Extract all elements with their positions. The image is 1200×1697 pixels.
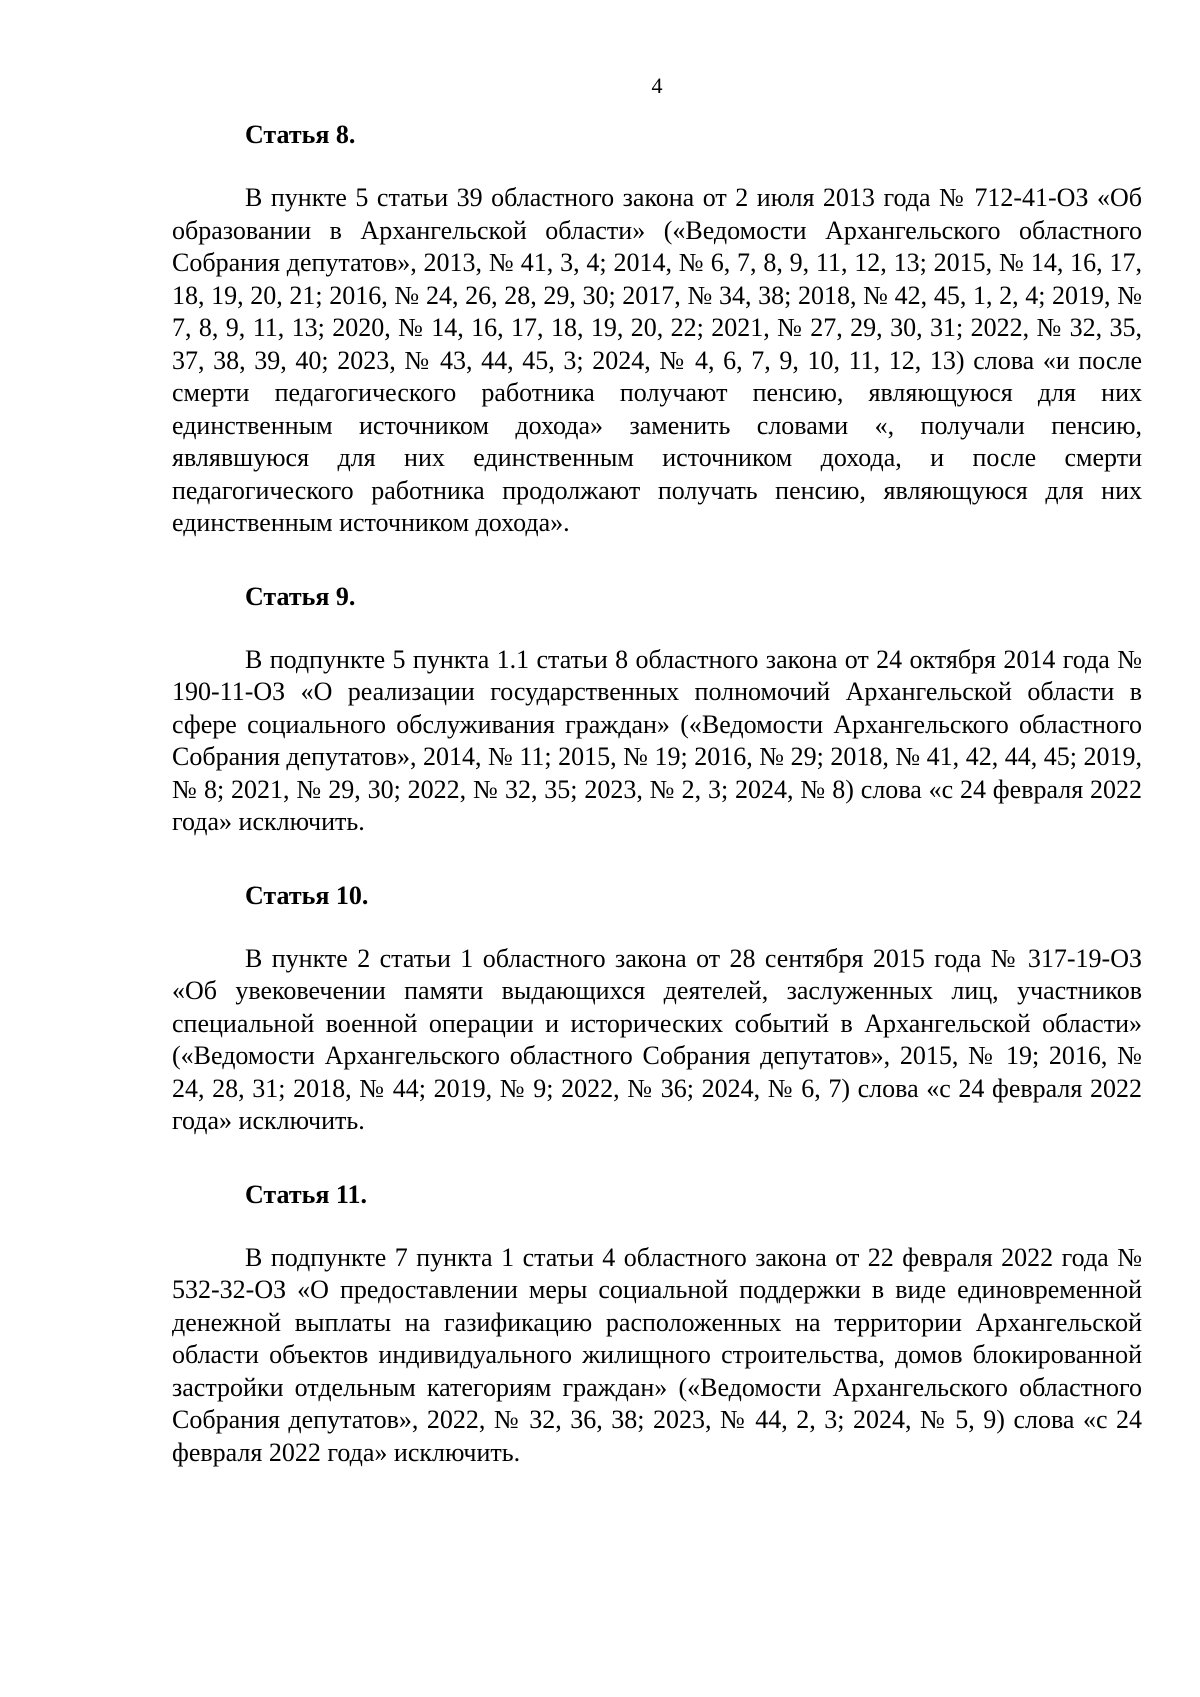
article-text: В пункте 5 статьи 39 областного закона от 2 июля 2013 года № 712-41-ОЗ «Об образовании в Архангельской области» («Ведомости Архангельского областного Собрания депутатов», 2013, № 41, 3, 4; 2014, № 6, 7, 8, 9, 11, 12, 13; 2015, № 14, 16, 17, 18, 19, 20, 21; 2016, № 24, 26, 28, 29, 30; 2017, № 34, 38; 2018, № 42, 45, 1, 2, 4; 2019, № 7, 8, 9, 11, 13; 2020, № 14, 16, 17, 18, 19, 20, 22; 2021, № 27, 29, 30, 31; 2022, № 32, 35, 37, 38, 39, 40; 2023, № 43, 44, 45, 3; 2024, № 4, 6, 7, 9, 10, 11, 12, 13) слова «и после смерти педагогического работника получают пенсию, являющуюся для них единственным источником дохода» заменить словами «, получали пенсию, являвшуюся для них единственным источником дохода, и после смерти педагогического работника продолжают получать пенсию, являющуюся для них единственным источником дохода». xyxy=(172,183,1142,537)
article-title: Статья 8. xyxy=(245,120,356,149)
page-number: 4 xyxy=(651,73,663,98)
article-11 xyxy=(172,1178,1142,1470)
article-text: В подпункте 5 пункта 1.1 статьи 8 областного закона от 24 октября 2014 года № 190-11-ОЗ «О реализации государственных полномочий Архангельской области в сфере социального обслуживания граждан» («Ведомости Архангельского областного Собрания депутатов», 2014, № 11; 2015, № 19; 2016, № 29; 2018, № 41, 42, 44, 45; 2019, № 8; 2021, № 29, 30; 2022, № 32, 35; 2023, № 2, 3; 2024, № 8) слова «с 24 февраля 2022 года» исключить. xyxy=(172,644,1142,836)
article-8 xyxy=(172,118,1142,540)
article-text: В пункте 2 статьи 1 областного закона от 28 сентября 2015 года № 317-19-ОЗ «Об увековечении памяти выдающихся деятелей, заслуженных лиц, участников специальной военной операции и исторических событий в Архангельской области» («Ведомости Архангельского областного Собрания депутатов», 2015, № 19; 2016, № 24, 28, 31; 2018, № 44; 2019, № 9; 2022, № 36; 2024, № 6, 7) слова «с 24 февраля 2022 года» исключить. xyxy=(172,943,1142,1135)
article-9 xyxy=(172,580,1142,839)
document-content xyxy=(172,118,1142,1509)
article-title: Статья 10. xyxy=(245,880,369,910)
article-title: Статья 11. xyxy=(245,1179,368,1209)
article-text: В подпункте 7 пункта 1 статьи 4 областного закона от 22 февраля 2022 года № 532-32-ОЗ «О предоставлении меры социальной поддержки в виде единовременной денежной выплаты на газификацию расположенных на территории Архангельской области объектов индивидуального жилищного строительства, домов блокированной застройки отдельным категориям граждан» («Ведомости Архангельского областного Собрания депутатов», 2022, № 32, 36, 38; 2023, № 44, 2, 3; 2024, № 5, 9) слова «с 24 февраля 2022 года» исключить. xyxy=(172,1242,1142,1467)
article-10 xyxy=(172,879,1142,1138)
article-title: Статья 9. xyxy=(245,581,356,611)
